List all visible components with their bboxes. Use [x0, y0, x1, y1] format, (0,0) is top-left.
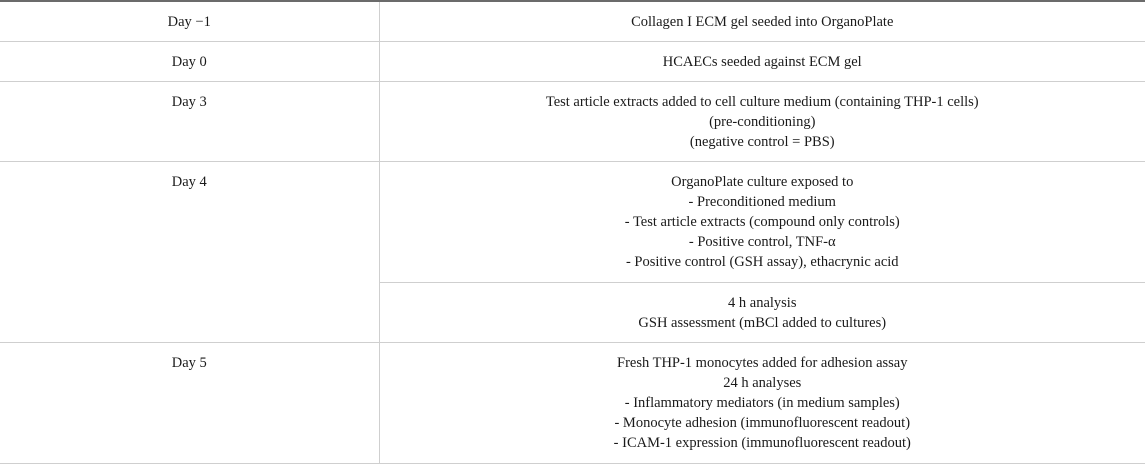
- description-line: Collagen I ECM gel seeded into OrganoPlate: [380, 12, 1145, 32]
- table-row: [0, 343, 1145, 464]
- table-row: [0, 162, 1145, 283]
- description-line: HCAECs seeded against ECM gel: [380, 52, 1145, 72]
- description-cell: [379, 343, 1145, 464]
- description-line: 24 h analyses: [380, 373, 1145, 393]
- day-cell: [0, 1, 379, 42]
- description-line: - Positive control (GSH assay), ethacrynic acid: [380, 252, 1145, 272]
- table-row: [0, 42, 1145, 82]
- day-cell: [0, 343, 379, 464]
- description-line: 4 h analysis: [380, 293, 1145, 313]
- description-cell: [379, 162, 1145, 283]
- description-line: GSH assessment (mBCl added to cultures): [380, 313, 1145, 333]
- description-line: - Test article extracts (compound only controls): [380, 212, 1145, 232]
- day-cell: [0, 42, 379, 82]
- description-line: - Preconditioned medium: [380, 192, 1145, 212]
- description-cell: [379, 82, 1145, 162]
- day-label: Day 5: [0, 353, 379, 373]
- description-line: - ICAM-1 expression (immunofluorescent readout): [380, 433, 1145, 453]
- description-line: - Inflammatory mediators (in medium samples): [380, 393, 1145, 413]
- description-line: - Positive control, TNF-α: [380, 232, 1145, 252]
- day-label: Day 4: [0, 172, 379, 192]
- day-cell: [0, 162, 379, 343]
- day-label: Day −1: [0, 12, 379, 32]
- description-line: Test article extracts added to cell culture medium (containing THP-1 cells): [380, 92, 1145, 112]
- table-row: [0, 1, 1145, 42]
- description-cell: [379, 42, 1145, 82]
- description-line: (pre-conditioning): [380, 112, 1145, 132]
- description-line: - Monocyte adhesion (immunofluorescent readout): [380, 413, 1145, 433]
- day-label: Day 0: [0, 52, 379, 72]
- table-row: [0, 82, 1145, 162]
- description-cell: [379, 1, 1145, 42]
- description-line: Fresh THP-1 monocytes added for adhesion assay: [380, 353, 1145, 373]
- description-line: (negative control = PBS): [380, 132, 1145, 152]
- day-label: Day 3: [0, 92, 379, 112]
- description-line: OrganoPlate culture exposed to: [380, 172, 1145, 192]
- day-cell: [0, 82, 379, 162]
- description-cell: [379, 283, 1145, 343]
